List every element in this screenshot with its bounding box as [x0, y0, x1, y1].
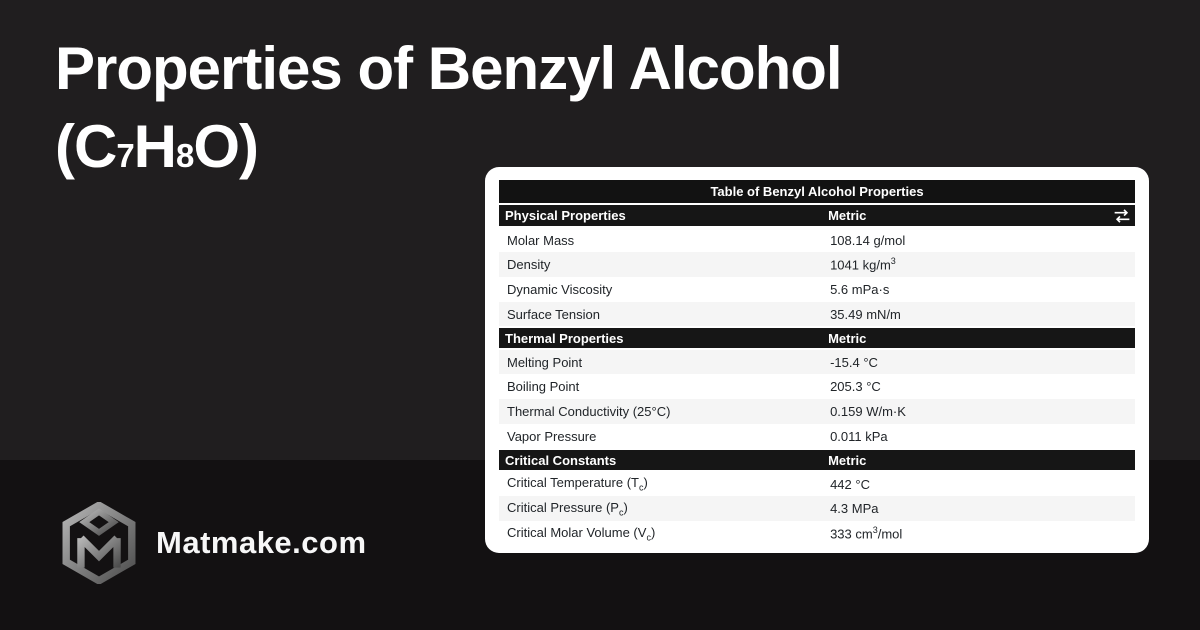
- brand-name: Matmake.com: [156, 525, 367, 560]
- table-row: [499, 521, 1135, 546]
- table-row: [499, 374, 1135, 399]
- property-value: 4.3 MPa: [822, 496, 1135, 521]
- table-row: [499, 471, 1135, 496]
- property-value: 0.159 W/m·K: [822, 399, 1135, 424]
- table-row: [499, 496, 1135, 521]
- table-row: [499, 349, 1135, 374]
- section-header-physical: [499, 205, 1135, 227]
- property-name: Critical Temperature $(T_c)$: [499, 471, 822, 496]
- property-value: 205.3 °C: [822, 374, 1135, 399]
- property-name: Density: [499, 252, 822, 277]
- section-header-critical: [499, 449, 1135, 471]
- matmake-cube-m-logo: [58, 502, 140, 584]
- unit-column-header: Metric: [822, 449, 1135, 471]
- table-row: [499, 424, 1135, 449]
- section-header-thermal: [499, 327, 1135, 349]
- section-header-label: Thermal Properties: [499, 327, 822, 349]
- page-title-line1: Properties of Benzyl Alcohol: [55, 35, 842, 102]
- property-name: Vapor Pressure: [499, 424, 822, 449]
- property-value: 333 $cm^3$/mol: [822, 521, 1135, 546]
- property-name: Melting Point: [499, 349, 822, 374]
- properties-table: [499, 205, 1135, 546]
- brand-footer: [58, 502, 367, 584]
- properties-card: [485, 167, 1149, 553]
- property-name: Critical Molar Volume $(V_c)$: [499, 521, 822, 546]
- swap-arrows-icon: [1113, 208, 1131, 223]
- property-name: Molar Mass: [499, 227, 822, 252]
- property-value: 108.14 g/mol: [822, 227, 1135, 252]
- table-row: [499, 277, 1135, 302]
- section-header-label: Critical Constants: [499, 449, 822, 471]
- property-name: Thermal Conductivity (25°C): [499, 399, 822, 424]
- table-row: [499, 252, 1135, 277]
- swap-units-button[interactable]: [1112, 207, 1131, 224]
- unit-column-header: Metric: [822, 327, 1135, 349]
- table-row: [499, 399, 1135, 424]
- property-value: 1041 $kg/m^3$: [822, 252, 1135, 277]
- table-row: [499, 302, 1135, 327]
- property-value: -15.4 °C: [822, 349, 1135, 374]
- unit-column-label: Metric: [828, 208, 867, 223]
- section-header-label: Physical Properties: [499, 205, 822, 227]
- property-name: Dynamic Viscosity: [499, 277, 822, 302]
- property-value: 35.49 mN/m: [822, 302, 1135, 327]
- property-name: Boiling Point: [499, 374, 822, 399]
- property-value: 442 °C: [822, 471, 1135, 496]
- property-value: 5.6 mPa·s: [822, 277, 1135, 302]
- property-value: 0.011 kPa: [822, 424, 1135, 449]
- table-row: [499, 227, 1135, 252]
- table-title: Table of Benzyl Alcohol Properties: [499, 180, 1135, 203]
- property-name: Surface Tension: [499, 302, 822, 327]
- unit-column-header: [822, 205, 1135, 227]
- page-title-line2: (C7H8O): [55, 113, 259, 180]
- property-name: Critical Pressure $(P_c)$: [499, 496, 822, 521]
